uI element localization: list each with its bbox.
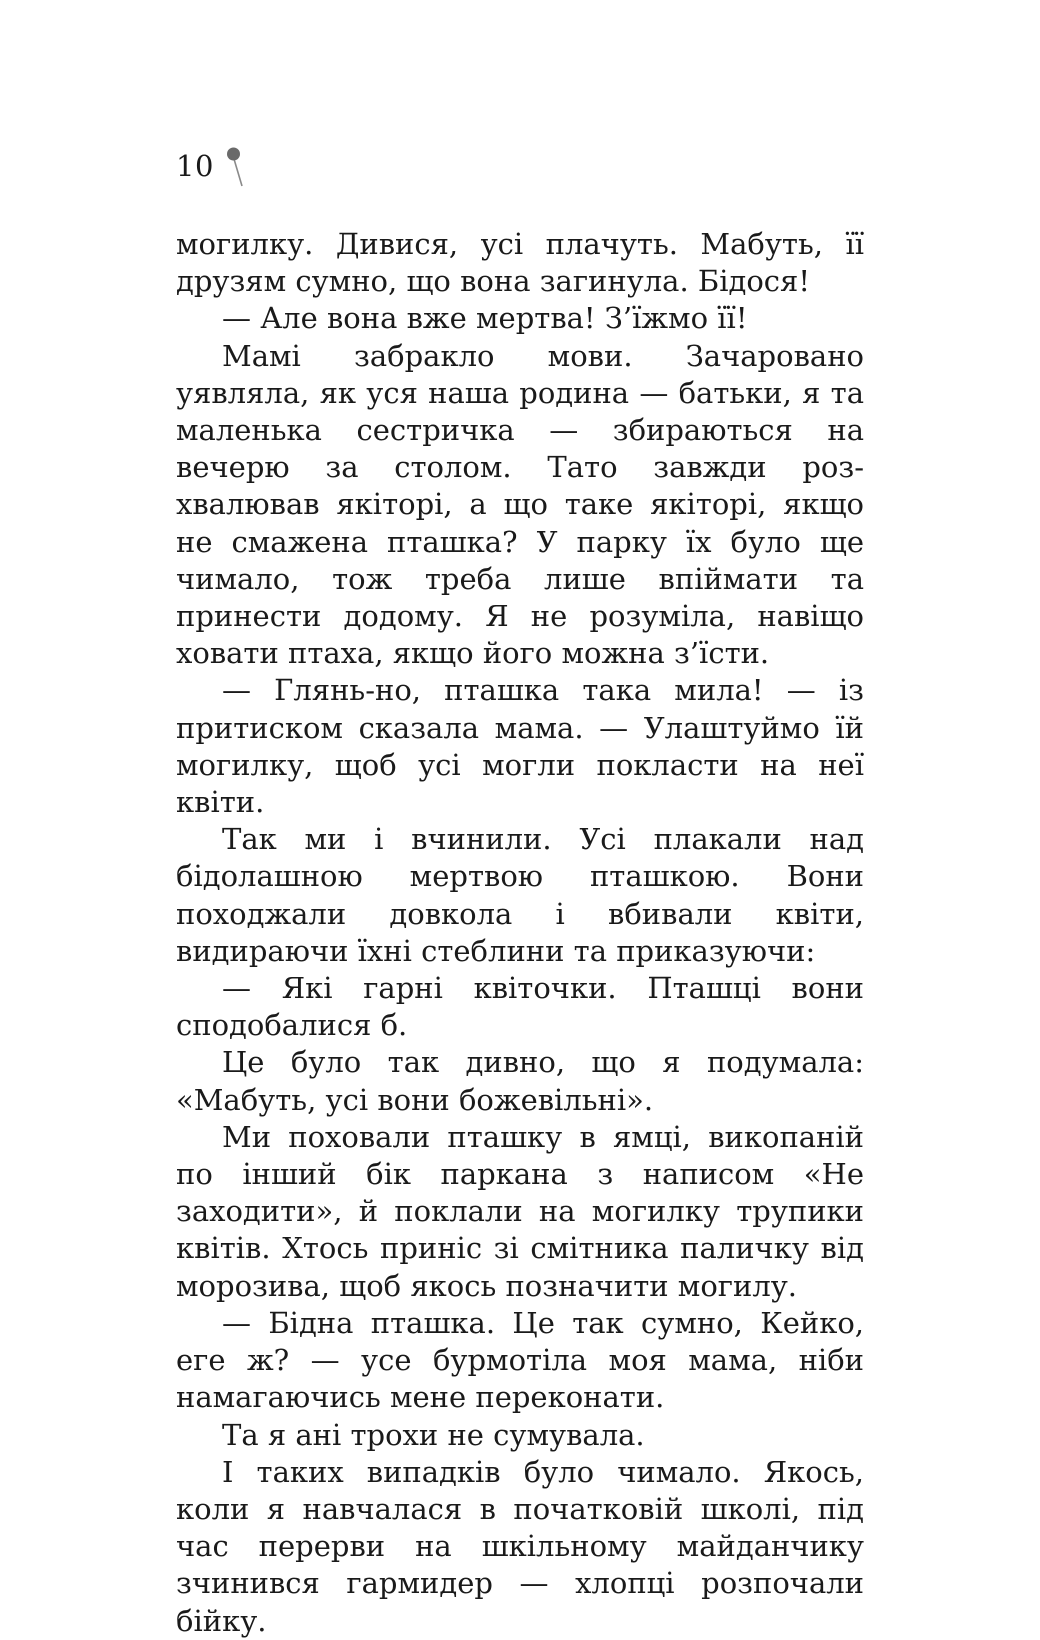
paragraph: — Глянь-но, пташка така мила! — із притиском сказала мама. — Улаштуймо їй могилку, щоб усі могли покласти на неї квіти. <box>176 673 864 820</box>
paragraph: — Бідна пташка. Це так сумно, Кейко, еге ж? — усе бурмотіла моя мама, ніби намагаючись мене переконати. <box>176 1305 864 1415</box>
paragraph: І таких випадків було чимало. Якось, коли я навчалася в початковій школі, під час перерви на шкільному майданчику зчинився гармидер — хлопці розпочали бійку. <box>176 1454 864 1638</box>
paragraph: Ми поховали пташку в ямці, викопаній по інший бік паркана з написом «Не заходити», й поклали на могилку трупики квітів. Хтось приніс зі смітника паличку від морозива, щоб якось позначити могилу. <box>176 1119 864 1303</box>
paragraph: — Які гарні квіточки. Пташці вони сподобалися б. <box>176 971 864 1043</box>
pin-icon <box>226 146 246 192</box>
paragraph: Мамі забракло мови. Зачаровано уявляла, як уся наша родина — батьки, я та маленька сестричка — збираються на вечерю за столом. Тато завжди розхвалював якіторі, а що таке якіторі, якщо не смажена пташка? У парку їх було ще чимало, тож треба лише впіймати та принести додому. Я не розуміла, навіщо ховати птаха, якщо його можна з’їсти. <box>176 338 864 671</box>
paragraph: Так ми і вчинили. Усі плакали над бідолашною мертвою пташкою. Вони походжали довкола і вбивали квіти, видираючи їхні стеблини та приказуючи: <box>176 822 864 968</box>
paragraph: Це було так дивно, що я подумала: «Мабуть, усі вони божевільні». <box>176 1045 864 1117</box>
paragraph: — Але вона вже мертва! З’їжмо її! <box>222 301 748 336</box>
page-number: 10 <box>176 149 214 183</box>
paragraph: могилку. Дивися, усі плачуть. Мабуть, її друзям сумно, що вона загинула. Бідося! <box>176 227 864 299</box>
page-header <box>176 148 246 192</box>
paragraph: Та я ані трохи не сумувала. <box>222 1417 645 1452</box>
body-text <box>176 226 864 1640</box>
